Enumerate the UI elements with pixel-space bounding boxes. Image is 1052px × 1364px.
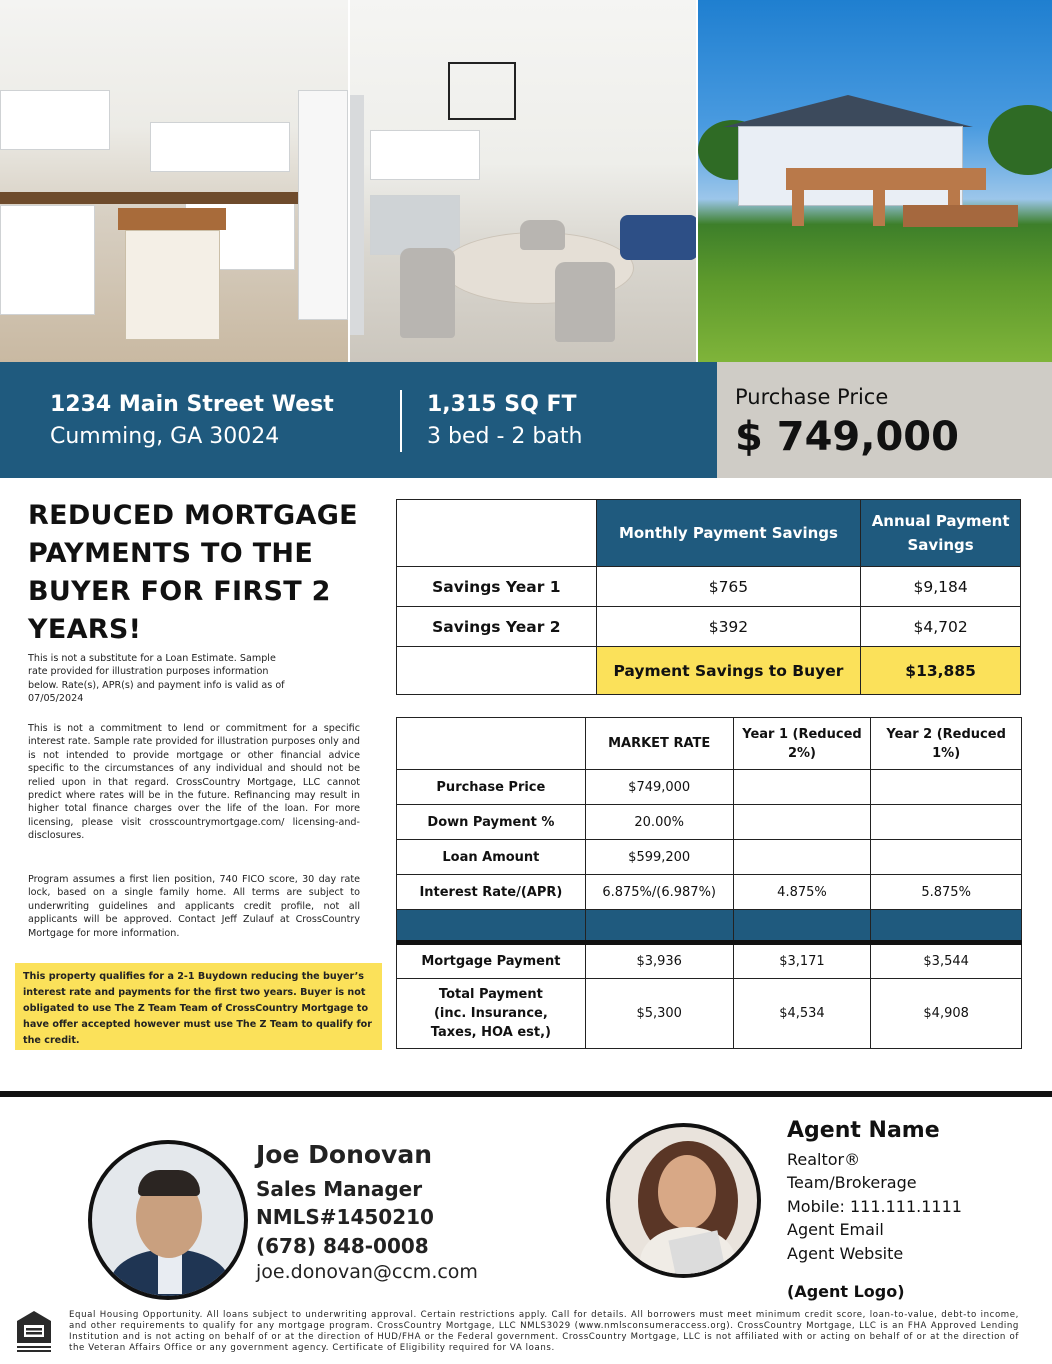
photo-strip xyxy=(0,0,1052,362)
rate-comparison-table xyxy=(396,717,1022,1049)
agent-brokerage: Team/Brokerage xyxy=(787,1173,917,1192)
savings-table xyxy=(396,499,1021,695)
separator-cell xyxy=(733,910,871,943)
square-footage: 1,315 SQ FT xyxy=(427,392,577,417)
address-city: Cumming, GA 30024 xyxy=(50,424,280,449)
dining-photo xyxy=(348,0,696,362)
loan-officer-avatar xyxy=(88,1140,248,1300)
year2-value xyxy=(871,805,1022,840)
disclaimer-program: Program assumes a first lien position, 740 FICO score, 30 day rate lock, based on a single family home. All terms are subject to underwriting guidelines and applicants credit profile, not all applicants will be approved. Contact Jeff Zulauf at CrossCountry Mortgage for more information. xyxy=(28,874,360,939)
table-row xyxy=(397,567,1021,607)
rate-row-label: Interest Rate/(APR) xyxy=(397,875,586,910)
savings-header-blank xyxy=(397,500,597,567)
savings-total-row xyxy=(397,647,1021,695)
year2-value: $4,908 xyxy=(871,979,1022,1049)
backyard-photo xyxy=(696,0,1052,362)
headline: REDUCED MORTGAGE PAYMENTS TO THE BUYER FOR FIRST 2 YEARS! xyxy=(28,500,358,645)
year1-value xyxy=(733,770,871,805)
market-rate-header: MARKET RATE xyxy=(585,718,733,770)
year1-value: $3,171 xyxy=(733,943,871,979)
rate-header-row xyxy=(397,718,1022,770)
savings-total-label: Payment Savings to Buyer xyxy=(596,647,861,695)
monthly-savings-header: Monthly Payment Savings xyxy=(596,500,861,567)
table-row xyxy=(397,840,1022,875)
separator-cell xyxy=(871,910,1022,943)
market-value: 6.875%/(6.987%) xyxy=(585,875,733,910)
year2-header: Year 2 (Reduced 1%) xyxy=(871,718,1022,770)
year2-value xyxy=(871,770,1022,805)
rate-row-label: Purchase Price xyxy=(397,770,586,805)
rate-row-label: Loan Amount xyxy=(397,840,586,875)
purchase-price-value: $ 749,000 xyxy=(735,414,959,460)
separator-cell xyxy=(397,910,586,943)
year1-header: Year 1 (Reduced 2%) xyxy=(733,718,871,770)
property-details xyxy=(0,362,717,478)
buydown-notice: This property qualifies for a 2-1 Buydown reducing the buyer’s interest rate and payments for the first two years. Buyer is not obligated to use The Z Team Team of CrossCountry Mortgage to have offer accepted however must use The Z Team to qualify for the credit. xyxy=(15,963,382,1050)
agent-mobile[interactable]: Mobile: 111.111.1111 xyxy=(787,1197,962,1216)
beds-baths: 3 bed - 2 bath xyxy=(427,424,583,449)
market-value: $3,936 xyxy=(585,943,733,979)
loan-officer-email[interactable]: joe.donovan@ccm.com xyxy=(256,1261,478,1283)
disclaimer-loan-estimate: This is not a substitute for a Loan Estimate. Sample rate provided for illustration purposes information below. Rate(s), APR(s) and payment info is valid as of 07/05/2024 xyxy=(28,653,285,705)
year2-value: $3,544 xyxy=(871,943,1022,979)
agent-role: Realtor® xyxy=(787,1150,861,1169)
year1-value xyxy=(733,840,871,875)
footer-rule xyxy=(0,1091,1052,1097)
year2-value: 5.875% xyxy=(871,875,1022,910)
table-row xyxy=(397,979,1022,1049)
annual-savings-header: Annual Payment Savings xyxy=(861,500,1021,567)
monthly-savings-value: $765 xyxy=(596,567,861,607)
market-value: $599,200 xyxy=(585,840,733,875)
agent-name: Agent Name xyxy=(787,1118,940,1143)
payment-row-label: Mortgage Payment xyxy=(397,943,586,979)
loan-officer-name: Joe Donovan xyxy=(256,1140,433,1169)
savings-row-label: Savings Year 2 xyxy=(397,607,597,647)
payment-row-label: Total Payment (inc. Insurance, Taxes, HOA est,) xyxy=(397,979,586,1049)
banner-divider xyxy=(400,390,402,452)
table-row xyxy=(397,770,1022,805)
savings-total-blank xyxy=(397,647,597,695)
rate-header-blank xyxy=(397,718,586,770)
annual-savings-value: $4,702 xyxy=(861,607,1021,647)
year1-value: $4,534 xyxy=(733,979,871,1049)
savings-header-row xyxy=(397,500,1021,567)
rate-row-label: Down Payment % xyxy=(397,805,586,840)
monthly-savings-value: $392 xyxy=(596,607,861,647)
legal-disclosure: Equal Housing Opportunity. All loans subject to underwriting approval. Certain restrictions apply. Call for details. All borrowers must meet minimum credit score, loan-to-value, debt-to income, and other requirements to qualify for any mortgage program. CrossCountry Mortgage, LLC NMLS3029 (www.nmlsconsumeraccess.org). CrossCountry Mortgage, LLC is an FHA Approved Lending Institution and is not acting on behalf of or at the direction of HUD/FHA or the Federal government. CrossCountry Mortgage, LLC is not affiliated with or acting on behalf of or at the direction of the Veteran Affairs Office or any government agency. Certificate of Eligibility required for VA loans. xyxy=(69,1310,1019,1353)
property-banner xyxy=(0,362,1052,478)
savings-total-value: $13,885 xyxy=(861,647,1021,695)
table-row xyxy=(397,943,1022,979)
loan-officer-nmls: NMLS#1450210 xyxy=(256,1205,434,1229)
table-row xyxy=(397,805,1022,840)
agent-logo-placeholder: (Agent Logo) xyxy=(787,1282,905,1301)
section-separator-row xyxy=(397,910,1022,943)
equal-housing-icon xyxy=(15,1309,53,1353)
agent-avatar xyxy=(606,1123,761,1278)
market-value: $749,000 xyxy=(585,770,733,805)
loan-officer-phone[interactable]: (678) 848-0008 xyxy=(256,1234,429,1258)
agent-website[interactable]: Agent Website xyxy=(787,1244,904,1263)
annual-savings-value: $9,184 xyxy=(861,567,1021,607)
kitchen-photo xyxy=(0,0,348,362)
separator-cell xyxy=(585,910,733,943)
market-value: $5,300 xyxy=(585,979,733,1049)
year2-value xyxy=(871,840,1022,875)
disclaimer-commitment: This is not a commitment to lend or commitment for a specific interest rate. Sample rate provided for illustration purposes only and is not intended to provide mortgage or other financial advice specific to the circumstances of any individual and should not be relied upon in that regard. CrossCountry Mortgage, LLC cannot predict where rates will be in the future. Refinancing may result in higher total finance charges over the life of the loan. For more licensing, please visit crosscountrymortgage.com/ licensing-and-disclosures. xyxy=(28,723,360,842)
table-row xyxy=(397,875,1022,910)
savings-row-label: Savings Year 1 xyxy=(397,567,597,607)
agent-email[interactable]: Agent Email xyxy=(787,1220,884,1239)
price-panel xyxy=(717,362,1052,478)
table-row xyxy=(397,607,1021,647)
year1-value xyxy=(733,805,871,840)
purchase-price-label: Purchase Price xyxy=(735,385,889,409)
address-street: 1234 Main Street West xyxy=(50,392,334,417)
market-value: 20.00% xyxy=(585,805,733,840)
loan-officer-title: Sales Manager xyxy=(256,1177,423,1201)
year1-value: 4.875% xyxy=(733,875,871,910)
